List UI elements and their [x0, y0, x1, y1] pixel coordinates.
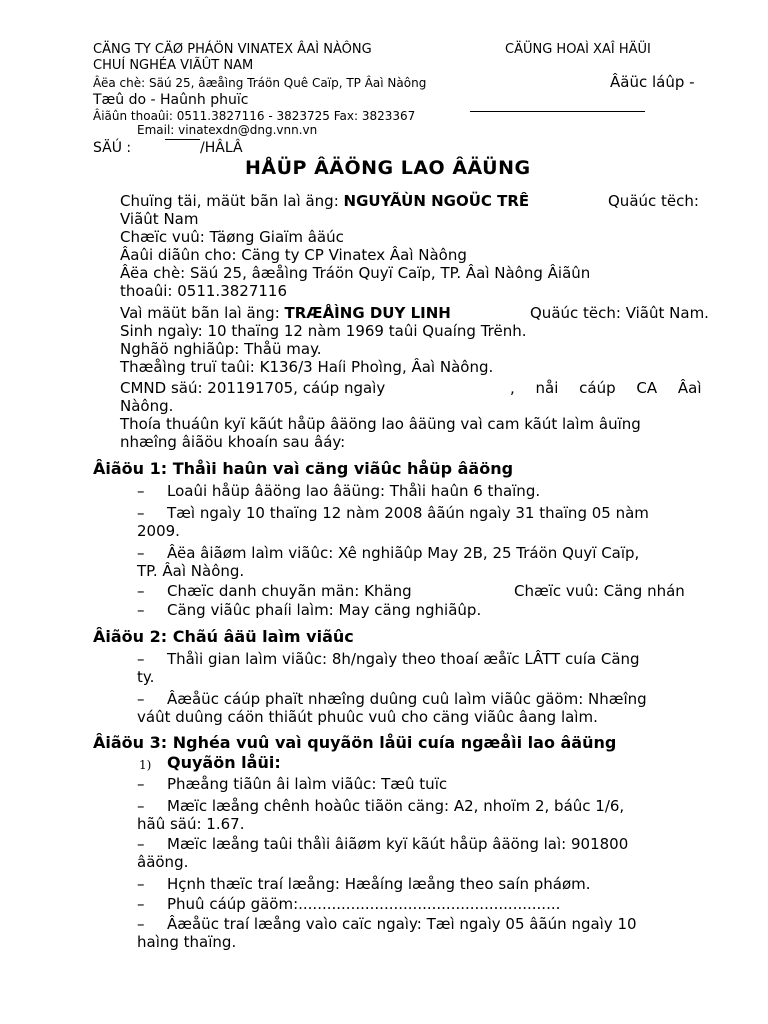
- article-1-heading: Âiãöu 1: Thåìi haûn vaì cäng viãûc håüp âäöng: [93, 459, 514, 478]
- article-1-item-cont: TP. Âaì Nàông.: [137, 562, 245, 580]
- employee-birth: Sinh ngaìy: 10 thaïng 12 nàm 1969 taûi Quaíng Trënh.: [120, 322, 527, 340]
- article-1-item: [137, 601, 481, 619]
- employer-nationality-value: Viãût Nam: [120, 210, 199, 228]
- republic-subtitle: CHUÍ NGHÉA VIÃÛT NAM: [93, 58, 254, 73]
- article-3-item: [137, 915, 637, 933]
- article-1-item-cont: 2009.: [137, 522, 180, 540]
- employee-line: [120, 304, 451, 322]
- company-name: CÄNG TY CÄØ PHÁÖN VINATEX ÂAÌ NÀÔNG: [93, 42, 372, 57]
- article-1-item-text: Âëa âiãøm laìm viãûc: Xê nghiãûp May 2B, 25 Tráön Quyï Caïp,: [167, 544, 640, 562]
- article-2-item-text: Thåìi gian laìm viãûc: 8h/ngaìy theo thoaí æåïc LÂTT cuía Cäng: [167, 650, 640, 668]
- article-1-item-text: Chæïc danh chuyãn män: Khäng: [167, 582, 412, 600]
- article-3-item-text: Hçnh thæïc traí læång: Hæåíng læång theo saín pháøm.: [167, 875, 591, 893]
- article-3-item: [137, 797, 624, 815]
- company-email: Email: vinatexdn@dng.vnn.vn: [137, 123, 318, 137]
- bullet: –: [137, 835, 145, 853]
- employer-intro: Chuïng täi, mäüt bãn laì äng:: [120, 192, 344, 210]
- employee-id-issuer: [510, 379, 702, 397]
- article-1-item: [137, 482, 540, 500]
- company-address: Âëa chè: Säú 25, âæåìng Tráön Quê Caïp, TP Âaì Nàông: [93, 76, 427, 90]
- article-2-item: [137, 690, 647, 708]
- bullet: –: [137, 915, 145, 933]
- bullet: –: [137, 582, 145, 600]
- article-3-item-text: Mæïc læång taûi thåìi âiãøm kyï kãút håüp âäöng laì: 901800: [167, 835, 629, 853]
- rights-heading: Quyãön låüi:: [167, 753, 281, 772]
- motto-underline: [470, 111, 645, 112]
- agreement-line2: nhæîng âiãöu khoaín sau âáy:: [120, 433, 346, 451]
- article-1-item: [137, 504, 649, 522]
- freedom-motto: Tæû do - Haûnh phuïc: [93, 92, 249, 108]
- article-1-item-text: Tæì ngaìy 10 thaïng 12 nàm 2008 âãún ngaìy 31 thaïng 05 nàm: [167, 504, 649, 522]
- employee-intro: Vaì mäüt bãn laì äng:: [120, 304, 285, 322]
- employer-line: [120, 192, 529, 210]
- article-3-item-cont: haìng thaïng.: [137, 933, 237, 951]
- number-line: [165, 139, 200, 140]
- article-3-item-text: Âæåüc traí læång vaìo caïc ngaìy: Tæì ngaìy 05 âãún ngaìy 10: [167, 915, 637, 933]
- independence-motto: Âäüc láûp -: [610, 73, 695, 91]
- article-3-heading: Âiãöu 3: Nghéa vuû vaì quyãön låüi cuía ngæåìi lao âäüng: [93, 733, 617, 752]
- article-2-item-text: Âæåüc cáúp phaït nhæîng duûng cuû laìm viãûc gäöm: Nhæîng: [167, 690, 647, 708]
- bullet: –: [137, 690, 145, 708]
- employee-id-number: CMND säú: 201191705, cáúp ngaìy: [120, 379, 386, 397]
- article-1-item-text: Cäng viãûc phaíi laìm: May cäng nghiãûp.: [167, 601, 482, 619]
- employer-represent: Âaûi diãûn cho: Cäng ty CP Vinatex Âaì Nàông: [120, 246, 467, 264]
- bullet: –: [137, 504, 145, 522]
- article-3-item: [137, 895, 560, 913]
- article-2-item-cont: ty.: [137, 668, 155, 686]
- employer-position: Chæïc vuû: Täøng Giaïm âäúc: [120, 228, 344, 246]
- contract-number-label: SÄÚ :: [93, 140, 132, 156]
- agreement-line1: Thoía thuáûn kyï kãút håüp âäöng lao âäüng vaì cam kãút laìm âuïng: [120, 415, 641, 433]
- employee-job: Nghãö nghiãûp: Thåü may.: [120, 340, 322, 358]
- bullet: –: [137, 775, 145, 793]
- bullet: –: [137, 650, 145, 668]
- company-phone: Âiãûn thoaûi: 0511.3827116 - 3823725 Fax: 3823367: [93, 109, 416, 123]
- republic-title: CÄÜNG HOAÌ XAÎ HÄÜI: [505, 42, 651, 57]
- bullet: –: [137, 482, 145, 500]
- employer-name: NGUYÃÙN NGOÜC TRÊ: [343, 192, 530, 210]
- article-3-item: [137, 775, 447, 793]
- article-3-item: [137, 875, 591, 893]
- employer-address: Âëa chè: Säú 25, âæåìng Tráön Quyï Caïp, TP. Âaì Nàông Âiãûn: [120, 264, 591, 282]
- article-3-item: [137, 835, 628, 853]
- document-title: HÅÜP ÂÄÖNG LAO ÂÄÜNG: [245, 157, 531, 179]
- article-1-item: [137, 544, 639, 562]
- article-3-item-cont: hãû säú: 1.67.: [137, 815, 245, 833]
- article-3-item-text: Mæïc læång chênh hoàûc tiãön cäng: A2, nhoïm 2, báûc 1/6,: [167, 797, 625, 815]
- article-2-heading: Âiãöu 2: Chãú âäü laìm viãûc: [93, 627, 354, 646]
- bullet: –: [137, 797, 145, 815]
- article-1-position: Chæïc vuû: Cäng nhán: [514, 582, 685, 600]
- rights-number: 1): [139, 758, 152, 772]
- article-3-item-text: Phuû cáúp gäöm:.......................................................: [167, 895, 561, 913]
- employee-residence: Thæåìng truï taûi: K136/3 Haíi Phoìng, Âaì Nàông.: [120, 358, 494, 376]
- bullet: –: [137, 544, 145, 562]
- id-issuer-text: , nåi cáúp CA Âaì: [510, 379, 702, 397]
- employer-phone: thoaûi: 0511.3827116: [120, 282, 287, 300]
- article-1-item: [137, 582, 412, 600]
- contract-number-suffix: /HÂLÂ: [200, 140, 243, 156]
- bullet: –: [137, 895, 145, 913]
- article-3-item-text: Phæång tiãûn âi laìm viãûc: Tæû tuïc: [167, 775, 448, 793]
- employer-nationality: Quäúc tëch:: [608, 192, 699, 210]
- article-3-item-cont: âäöng.: [137, 853, 189, 871]
- bullet: –: [137, 875, 145, 893]
- bullet: –: [137, 601, 145, 619]
- article-2-item: [137, 650, 640, 668]
- article-2-item-cont: váût duûng cáön thiãút phuûc vuû cho cäng viãûc âang laìm.: [137, 708, 598, 726]
- employee-nationality: Quäúc tëch: Viãût Nam.: [530, 304, 709, 322]
- employee-name: TRÆÅÌNG DUY LINH: [284, 304, 451, 322]
- employee-id-issuer-cont: Nàông.: [120, 397, 174, 415]
- article-1-item-text: Loaûi håüp âäöng lao âäüng: Thåìi haûn 6 thaïng.: [167, 482, 541, 500]
